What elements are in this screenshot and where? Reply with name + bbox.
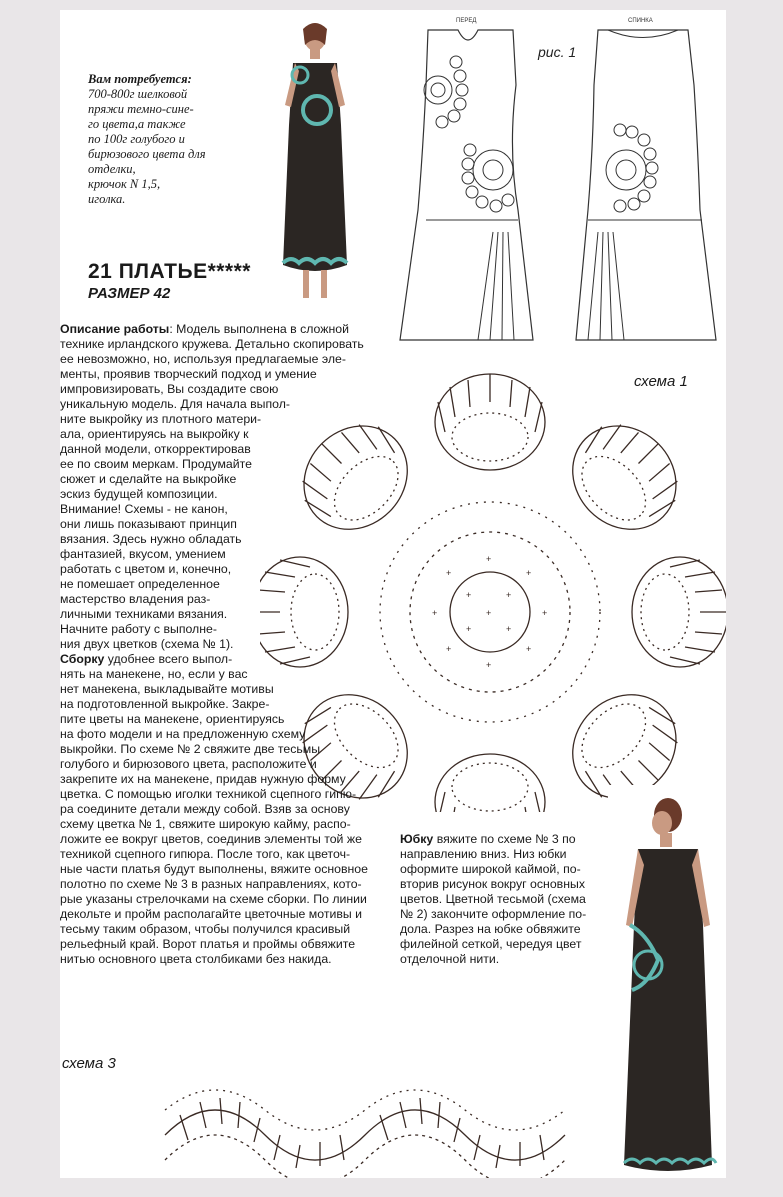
figure-label: рис. 1	[538, 44, 577, 60]
description-line: работать с цветом и, конечно,	[60, 562, 232, 576]
svg-text:+: +	[486, 554, 492, 564]
skirt-line: вторив рисунок вокруг основных	[400, 877, 585, 891]
description-line: не помешает определенное	[60, 577, 220, 591]
supplies-line: 700-800г шелковой	[88, 87, 188, 101]
description-line: менты, проявив творческий подход и умение	[60, 367, 317, 381]
back-label: СПИНКА	[628, 18, 653, 24]
description-block	[60, 322, 388, 967]
assembly-line: на фото модели и на предложенную схему	[60, 727, 306, 741]
description-line: : Модель выполнена в сложной	[169, 322, 349, 336]
assembly-line: цветка. С помощью иголки техникой сцепного гипю-	[60, 787, 357, 801]
supplies-line: го цвета,а также	[88, 117, 186, 131]
supplies-heading: Вам потребуется	[88, 72, 188, 86]
model-photo-front	[265, 15, 365, 310]
assembly-line: выкройки. По схеме № 2 свяжите две тесьмы	[60, 742, 321, 756]
description-line: ните выкройку из плотного матери-	[60, 412, 262, 426]
pattern-size: РАЗМЕР 42	[88, 285, 171, 302]
assembly-line: тесьму таким образом, чтобы получился красивый	[60, 922, 351, 936]
svg-text:+: +	[506, 590, 512, 600]
skirt-block	[400, 832, 610, 967]
supplies-line: иголка.	[88, 192, 126, 206]
description-line: технике ирландского кружева. Детально скопировать	[60, 337, 364, 351]
skirt-line: оформите широкой каймой, по-	[400, 862, 581, 876]
assembly-line: на подготовленной выкройке. Закре-	[60, 697, 270, 711]
skirt-line: отделочной нити.	[400, 952, 500, 966]
svg-text:+: +	[486, 608, 492, 618]
model-photo-back	[608, 785, 726, 1178]
assembly-line: полотно по схеме № 3 в разных направлениях, кото-	[60, 877, 362, 891]
assembly-line: нять на манекене, но, если у вас	[60, 667, 248, 681]
description-line: сюжет и сделайте на выкройке	[60, 472, 237, 486]
description-line: они лишь показывают принцип	[60, 517, 237, 531]
description-line: ее невозможно, но, используя предлагаемые эле-	[60, 352, 346, 366]
assembly-line: схему цветка № 1, свяжите широкую кайму, распо-	[60, 817, 351, 831]
svg-text:+: +	[526, 568, 532, 578]
skirt-line: филейной сеткой, чередуя цвет	[400, 937, 582, 951]
description-line: данной модели, откорректировав	[60, 442, 251, 456]
front-label: ПЕРЕД	[456, 18, 477, 24]
svg-text:+: +	[506, 624, 512, 634]
magazine-page	[60, 10, 726, 1178]
supplies-line: крючок N 1,5,	[88, 177, 161, 191]
svg-text:+: +	[466, 624, 472, 634]
skirt-line: вяжите по схеме № 3 по	[433, 832, 576, 846]
scheme3-wave-diagram	[160, 1080, 590, 1178]
svg-text:+: +	[526, 644, 532, 654]
description-lead: Описание работы	[60, 322, 170, 336]
assembly-line: пите цветы на манекене, ориентируясь	[60, 712, 285, 726]
supplies-line: пряжи темно-сине-	[88, 102, 194, 116]
assembly-line: рые указаны стрелочками на схеме сборки. По линии	[60, 892, 367, 906]
svg-text:+: +	[466, 590, 472, 600]
description-line: фантазией, вкусом, умением	[60, 547, 226, 561]
assembly-line: ра соедините детали между собой. Взяв за основу	[60, 802, 350, 816]
assembly-line: ные части платья будут выполнены, вяжите основное	[60, 862, 368, 876]
supplies-line: бирюзового цвета для	[88, 147, 206, 161]
skirt-lead: Юбку	[400, 832, 434, 846]
scheme3-label: схема 3	[62, 1055, 116, 1072]
skirt-line: № 2) закончите оформление по-	[400, 907, 587, 921]
assembly-line: нет манекена, выкладывайте мотивы	[60, 682, 274, 696]
description-line: ее по своим меркам. Продумайте	[60, 457, 252, 471]
svg-text:+: +	[446, 644, 452, 654]
assembly-lead: Сборку	[60, 652, 105, 666]
skirt-line: дола. Разрез на юбке обвяжите	[400, 922, 581, 936]
assembly-line: нитью основного цвета столбиками без накида.	[60, 952, 332, 966]
skirt-line: направлению вниз. Низ юбки	[400, 847, 567, 861]
assembly-line: декольте и пройм располагайте цветочные мотивы и	[60, 907, 362, 921]
description-line: ния двух цветков (схема № 1).	[60, 637, 234, 651]
assembly-line: рельефный край. Ворот платья и проймы обвяжите	[60, 937, 356, 951]
description-line: ала, ориентируясь на выкройку к	[60, 427, 249, 441]
description-line: вязания. Здесь нужно обладать	[60, 532, 242, 546]
skirt-line: цветов. Цветной тесьмой (схема	[400, 892, 586, 906]
scheme1-label: схема 1	[634, 373, 688, 390]
description-line: Внимание! Схемы - не канон,	[60, 502, 228, 516]
assembly-line: закрепите их на манекене, придав нужную форму	[60, 772, 346, 786]
description-line: эскиз будущей композиции.	[60, 487, 218, 501]
svg-text:+: +	[542, 608, 548, 618]
assembly-line: техникой сцепного гипюра. После того, как цветоч-	[60, 847, 351, 861]
supplies-line: по 100г голубого и	[88, 132, 185, 146]
assembly-line: ложите ее вокруг цветов, соединив элементы той же	[60, 832, 362, 846]
description-line: мастерство владения раз-	[60, 592, 211, 606]
pattern-title: 21 ПЛАТЬЕ*****	[88, 260, 251, 283]
description-line: импровизировать, Вы создадите свою	[60, 382, 279, 396]
description-line: личными техниками вязания.	[60, 607, 228, 621]
svg-text:+: +	[486, 660, 492, 670]
garment-pattern-diagram	[398, 10, 726, 355]
description-line: уникальную модель. Для начала выпол-	[60, 397, 290, 411]
assembly-line: голубого и бирюзового цвета, расположите и	[60, 757, 317, 771]
supplies-block: Вам потребуется: 700-800г шелковой пряжи темно-сине- го цвета,а также по 100г голубого и бирюзового цвета для отделки, крючок N 1,5, иголка.	[88, 72, 268, 207]
supplies-line: отделки,	[88, 162, 136, 176]
svg-text:+: +	[432, 608, 438, 618]
assembly-line: удобнее всего выпол-	[104, 652, 233, 666]
svg-text:+: +	[446, 568, 452, 578]
description-line: Начните работу с выполне-	[60, 622, 217, 636]
